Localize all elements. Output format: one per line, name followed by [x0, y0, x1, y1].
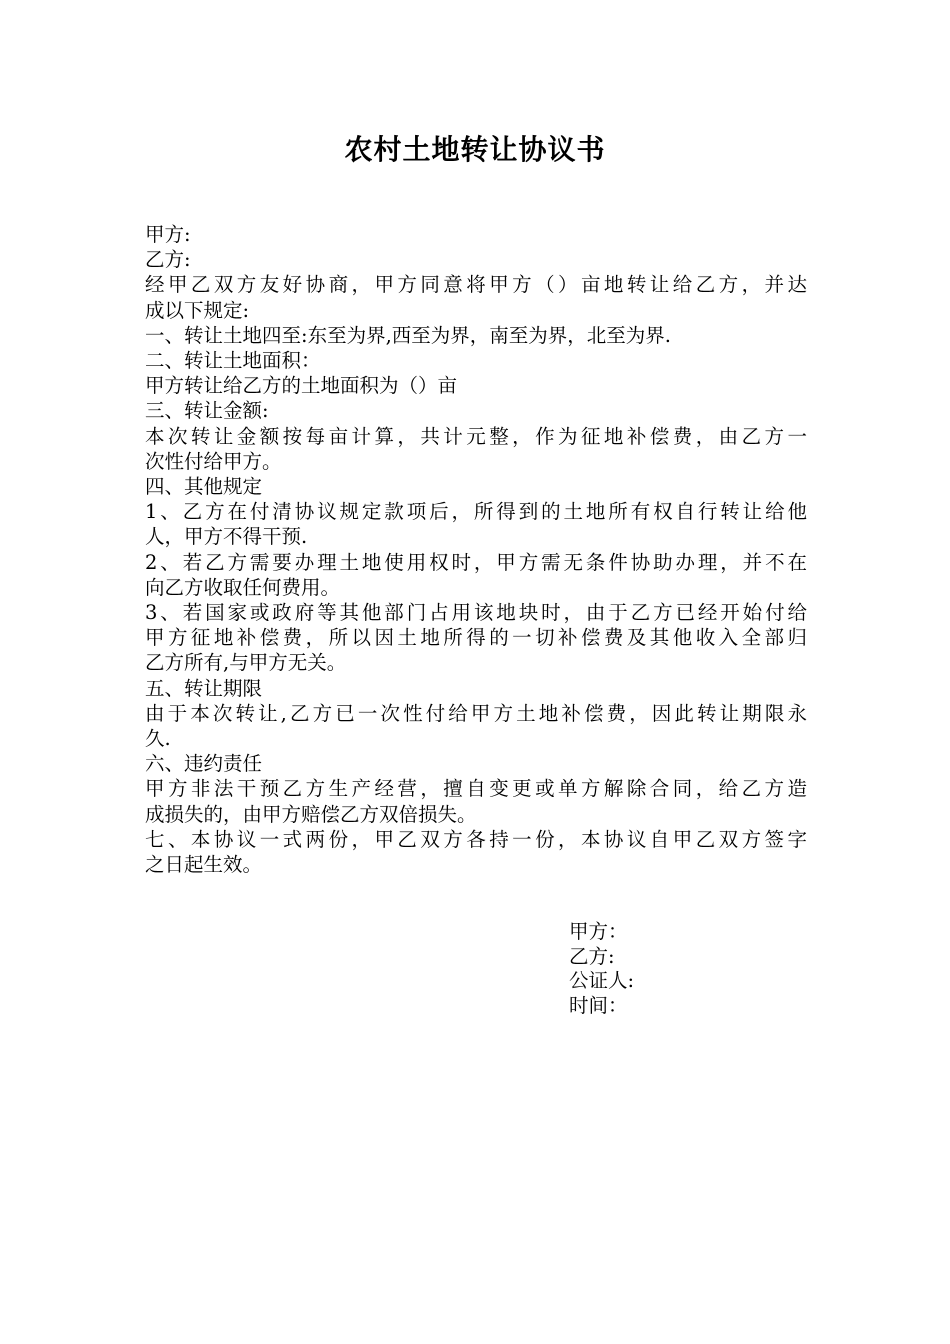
- clause-7-text-2: 之日起生效。: [145, 853, 263, 877]
- document-title: 农村土地转让协议书: [344, 133, 606, 166]
- clause-5-heading: 五、转让期限: [145, 676, 263, 700]
- intro-line-2: 成以下规定:: [145, 298, 250, 322]
- clause-2-heading: 二、转让土地面积：: [145, 349, 321, 373]
- clause-4-heading: 四、其他规定: [145, 475, 263, 499]
- clause-4-item-1-line-2: 人，甲方不得干预.: [145, 525, 308, 549]
- intro-line-1: 经甲乙双方友好协商，甲方同意将甲方（）亩地转让给乙方，并达: [145, 273, 807, 297]
- signature-date: 时间：: [569, 993, 628, 1017]
- party-b-line: 乙方:: [145, 248, 191, 272]
- clause-6-heading: 六、违约责任: [145, 752, 263, 776]
- clause-4-item-2-line-2: 向乙方收取任何费用。: [145, 575, 341, 599]
- signature-notary: 公证人:: [569, 969, 635, 992]
- clause-2-text: 甲方转让给乙方的土地面积为（）亩: [145, 374, 458, 398]
- clause-6-text-1: 甲方非法干预乙方生产经营，擅自变更或单方解除合同，给乙方造: [145, 777, 807, 801]
- clause-7-text-1: 七、本协议一式两份，甲乙双方各持一份，本协议自甲乙双方签字: [145, 827, 807, 851]
- signature-party-b: 乙方:: [569, 944, 615, 968]
- signature-party-a: 甲方：: [569, 920, 628, 943]
- clause-5-text-2: 久.: [145, 727, 171, 751]
- clause-3-text-1: 本次转让金额按每亩计算，共计元整，作为征地补偿费，由乙方一: [145, 424, 807, 448]
- clause-5-text-1: 由于本次转让,乙方已一次性付给甲方土地补偿费，因此转让期限永: [145, 701, 807, 725]
- party-a-line: 甲方:: [145, 223, 191, 246]
- clause-3-text-2: 次性付给甲方。: [145, 449, 282, 473]
- clause-1-boundaries: 一、转让土地四至:东至为界,西至为界，南至为界，北至为界.: [145, 323, 671, 347]
- signature-block: [569, 920, 809, 1018]
- clause-4-item-3-line-2: 甲方征地补偿费，所以因土地所得的一切补偿费及其他收入全部归: [145, 626, 807, 650]
- clause-4-item-3-line-1: 3、若国家或政府等其他部门占用该地块时，由于乙方已经开始付给: [145, 601, 807, 625]
- agreement-body: [145, 222, 807, 877]
- clause-4-item-2-line-1: 2、若乙方需要办理土地使用权时，甲方需无条件协助办理，并不在: [145, 550, 807, 574]
- clause-3-heading: 三、转让金额:: [145, 399, 269, 423]
- clause-4-item-1-line-1: 1、乙方在付清协议规定款项后，所得到的土地所有权自行转让给他: [145, 500, 807, 524]
- clause-6-text-2: 成损失的，由甲方赔偿乙方双倍损失。: [145, 802, 477, 826]
- clause-4-item-3-line-3: 乙方所有,与甲方无关。: [145, 651, 347, 675]
